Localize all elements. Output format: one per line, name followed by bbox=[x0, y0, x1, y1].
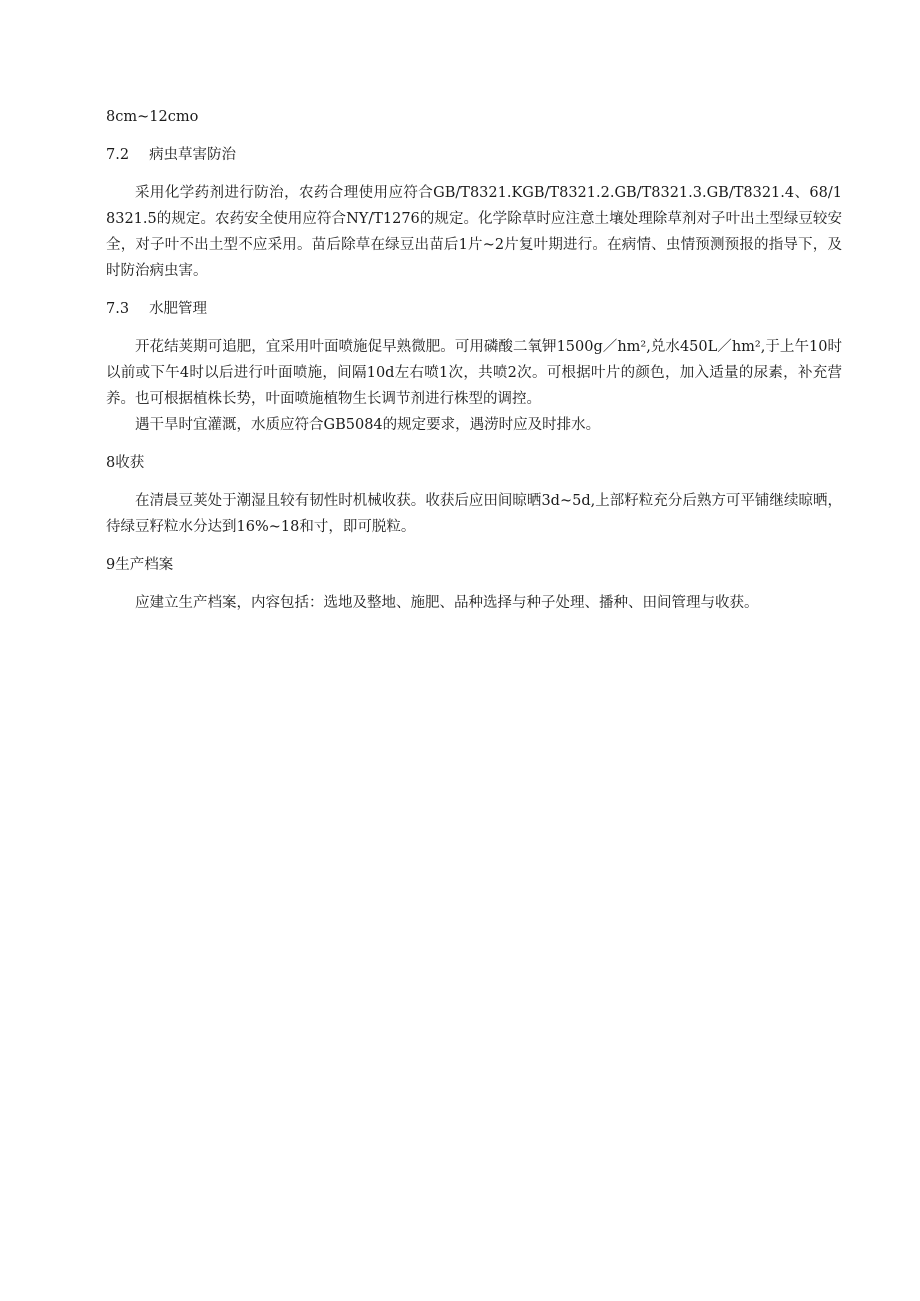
section-heading-7-3 bbox=[106, 296, 842, 322]
section-title: 生产档案 bbox=[115, 557, 174, 573]
section-title: 水肥管理 bbox=[149, 301, 208, 317]
paragraph-harvest: 在清晨豆荚处于潮湿且较有韧性时机械收获。收获后应田间晾晒3d~5d,上部籽粒充分后熟方可平铺继续晾晒，待绿豆籽粒水分达到16%~18和寸，即可脱粒。 bbox=[106, 493, 842, 535]
section-heading-9 bbox=[106, 552, 842, 578]
section-number: 7.2 bbox=[106, 147, 130, 163]
section-number: 9 bbox=[106, 557, 116, 573]
section-heading-8 bbox=[106, 450, 842, 476]
section-number: 8 bbox=[106, 455, 116, 471]
paragraph-pest-control: 采用化学药剂进行防治，农药合理使用应符合GB/T8321.KGB/T8321.2.GB/T8321.3.GB/T8321.4、68/18321.5的规定。农药安全使用应符合NY/T1276的规定。化学除草时应注意土壤处理除草剂对子叶出土型绿豆较安全，对子叶不出土型不应采用。苗后除草在绿豆出苗后1片~2片复叶期进行。在病情、虫情预测预报的指导下，及时防治病虫害。 bbox=[106, 185, 842, 279]
section-heading-7-2 bbox=[106, 142, 842, 168]
paragraph-fertilizer: 开花结荚期可追肥，宜采用叶面喷施促早熟微肥。可用磷酸二氧钾1500g／hm²,兑水450L／hm²,于上午10时以前或下午4时以后进行叶面喷施，间隔10d左右喷1次，共喷2次。可根据叶片的颜色，加入适量的尿素，补充营养。也可根据植株长势，叶面喷施植物生长调节剂进行株型的调控。 bbox=[106, 339, 842, 407]
continued-text-fragment: 8cm~12cmo bbox=[106, 109, 199, 125]
document-page bbox=[106, 104, 842, 628]
section-number: 7.3 bbox=[106, 301, 130, 317]
section-title: 收获 bbox=[115, 455, 145, 471]
paragraph-records: 应建立生产档案，内容包括：选地及整地、施肥、品种选择与种子处理、播种、田间管理与收获。 bbox=[135, 595, 759, 611]
paragraph-irrigation: 遇干旱时宜灌溉，水质应符合GB5084的规定要求，遇涝时应及时排水。 bbox=[135, 417, 601, 433]
section-title: 病虫草害防治 bbox=[149, 147, 237, 163]
